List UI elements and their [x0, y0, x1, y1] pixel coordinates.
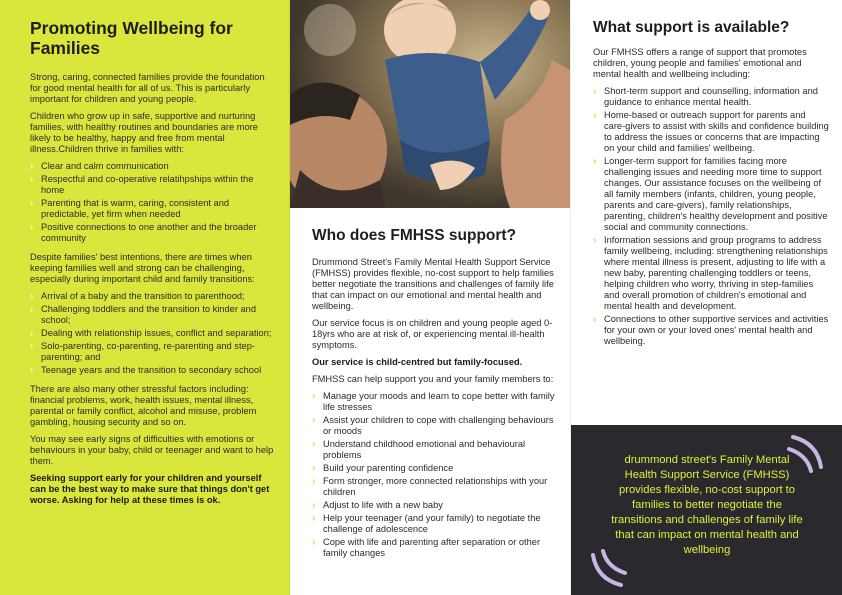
list-item: › Connections to other supportive services and activities for your own or your loved ones' mental health and wellbeing.: [593, 314, 829, 347]
panel3-heading: What support is available?: [593, 19, 790, 36]
list-item: › Challenging toddlers and the transition to kinder and school;: [30, 304, 275, 326]
panel1-para6: Seeking support early for your children and yourself can be the best way to make sure that things don't get worse. Asking for help at these times is ok.: [30, 473, 270, 505]
transitions-list: [30, 291, 275, 376]
panel-promoting-wellbeing: [0, 0, 290, 595]
panel-support-available: [570, 0, 842, 595]
list-item: › Clear and calm communication: [30, 161, 275, 172]
list-item: › Help your teenager (and your family) to negotiate the challenge of adolescence: [312, 513, 562, 535]
list-item: › Understand childhood emotional and behavioural problems: [312, 439, 562, 461]
panel1-para2: Children who grow up in safe, supportive and nurturing families, with healthy routines and boundaries are more likely to be healthy, happy and free from mental illness.Children thrive in families with:: [30, 111, 258, 154]
list-item: › Home-based or outreach support for parents and care-givers to assist with skills and confidence building to address the issues or concerns that are impacting on your child and families' wellbeing.: [593, 110, 829, 154]
list-item: › Adjust to life with a new baby: [312, 500, 562, 511]
list-item: › Solo-parenting, co-parenting, re-parenting and step-parenting; and: [30, 341, 275, 363]
list-item: › Dealing with relationship issues, conflict and separation;: [30, 328, 275, 339]
list-item: › Positive connections to one another and the broader community: [30, 222, 275, 244]
panel1-para4: There are also many other stressful factors including: financial problems, work, health issues, mental illness, parental or family conflict, alcohol and misuse, problem gambling, housing security and so on.: [30, 384, 257, 427]
panel1-heading: Promoting Wellbeing for Families: [30, 18, 233, 58]
list-item: › Cope with life and parenting after separation or other family changes: [312, 537, 562, 559]
panel-who-supported: [290, 0, 570, 595]
support-list: [593, 86, 829, 347]
panel2-para4: FMHSS can help support you and your family members to:: [312, 374, 554, 384]
list-item: › Build your parenting confidence: [312, 463, 562, 474]
list-item: › Short-term support and counselling, information and guidance to enhance mental health.: [593, 86, 829, 108]
panel1-para3: Despite families' best intentions, there are times when keeping families well and strong can be challenging, especially during important child and family transitions:: [30, 252, 255, 284]
quote-box: [571, 425, 842, 595]
panel3-para1: Our FMHSS offers a range of support that promotes children, young people and families' emotional and mental health and wellbeing including:: [593, 47, 807, 79]
panel2-para2: Our service focus is on children and young people aged 0-18yrs who are at risk of, or experiencing mental ill-health symptoms.: [312, 318, 553, 350]
list-item: › Respectful and co-operative relatihpships within the home: [30, 174, 275, 196]
panel2-para3: Our service is child-centred but family-focused.: [312, 357, 523, 367]
list-item: › Manage your moods and learn to cope better with family life stresses: [312, 391, 562, 413]
quote-text: drummond street's Family Mental Health Support Service (FMHSS) provides flexible, no-cost support to families to better negotiate the transitions and challenges of family life that can impact on mental health and wellbeing: [611, 454, 803, 556]
panel1-para5: You may see early signs of difficulties with emotions or behaviours in your baby, child or teenager and want to help them.: [30, 434, 274, 466]
help-list: [312, 391, 562, 559]
panel3-text: [593, 18, 829, 355]
list-item: › Information sessions and group programs to address family wellbeing, including: strengthening relationships where mental illness is present, adjusting to life with a new baby, parenting challenging toddlers or teens, helping children who worry, thriving in step-families and overall promotion of children's emotional and mental health and development.: [593, 235, 829, 312]
list-item: › Teenage years and the transition to secondary school: [30, 365, 275, 376]
list-item: › Assist your children to cope with challenging behaviours or moods: [312, 415, 562, 437]
family-photo: [290, 0, 570, 208]
panel1-para1: Strong, caring, connected families provide the foundation for good mental health for all of us. This is particularly important for children and young people.: [30, 72, 265, 104]
panel2-para1: Drummond Street's Family Mental Health Support Service (FMHSS) provides flexible, no-cost support to help families better negotiate the transitions and challenges of family life that can impact on our emotional and mental health and wellbeing.: [312, 257, 554, 311]
list-item: › Arrival of a baby and the transition to parenthood;: [30, 291, 275, 302]
panel2-heading: Who does FMHSS support?: [312, 227, 517, 244]
list-item: › Parenting that is warm, caring, consistent and predictable, yet firm when needed: [30, 198, 275, 220]
family-photo-illustration: [290, 0, 570, 208]
thrive-list: [30, 161, 275, 244]
panel2-text: [312, 226, 562, 567]
list-item: › Form stronger, more connected relationships with your children: [312, 476, 562, 498]
list-item: › Longer-term support for families facing more challenging issues and needing more time to support changes. Our assistance focuses on the wellbeing of all family members (infants, children, young people, parents and care-givers), family relationships, parenting, children's healthy development and positive social and community connections.: [593, 156, 829, 233]
